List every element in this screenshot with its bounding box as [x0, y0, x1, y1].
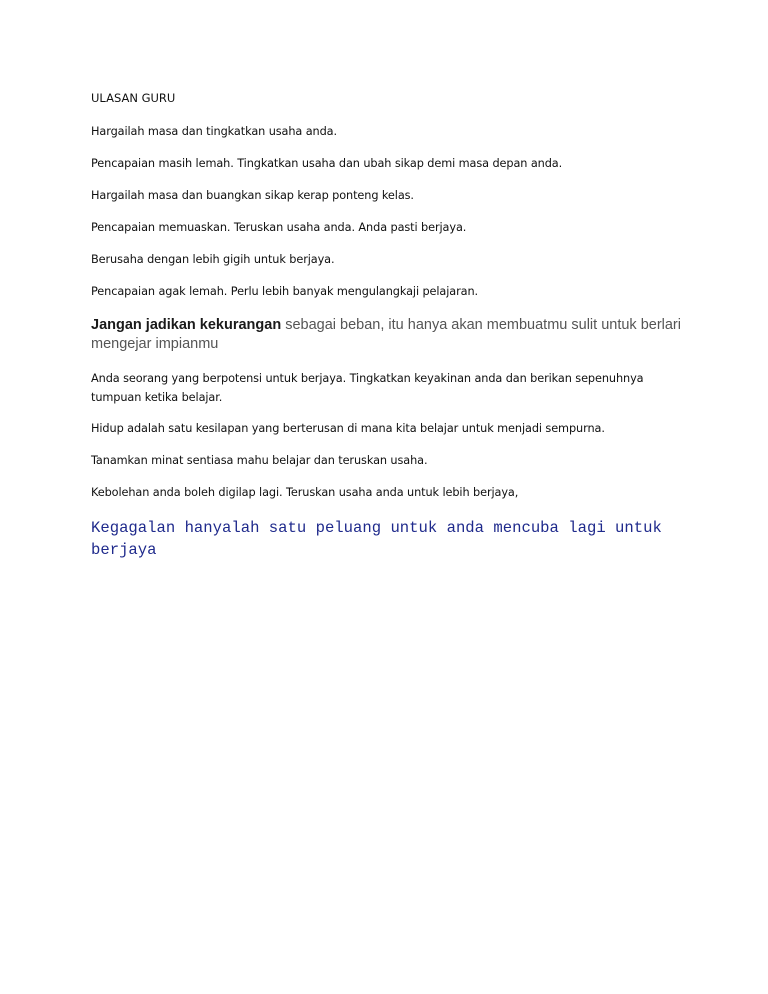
comment-10: Kebolehan anda boleh digilap lagi. Teruskan usaha anda untuk lebih berjaya, [91, 486, 519, 499]
comment-9: Tanamkan minat sentiasa mahu belajar dan teruskan usaha. [91, 454, 428, 467]
comment-7: Anda seorang yang berpotensi untuk berjaya. Tingkatkan keyakinan anda dan berikan sepenuhnya tumpuan ketika belajar. [91, 372, 644, 404]
comment-8: Hidup adalah satu kesilapan yang berterusan di mana kita belajar untuk menjadi sempurna. [91, 422, 605, 435]
comment-3: Hargailah masa dan buangkan sikap kerap ponteng kelas. [91, 189, 414, 202]
comment-2: Pencapaian masih lemah. Tingkatkan usaha dan ubah sikap demi masa depan anda. [91, 157, 563, 170]
comment-5: Berusaha dengan lebih gigih untuk berjaya. [91, 253, 335, 266]
comment-1: Hargailah masa dan tingkatkan usaha anda. [91, 125, 337, 138]
quote-rest-text: sebagai beban, itu hanya akan membuatmu sulit untuk berlari mengejar impianmu [91, 317, 681, 352]
document-body [91, 90, 681, 561]
quote-paragraph [91, 316, 681, 354]
comment-4: Pencapaian memuaskan. Teruskan usaha anda. Anda pasti berjaya. [91, 221, 467, 234]
comment-6: Pencapaian agak lemah. Perlu lebih banyak mengulangkaji pelajaran. [91, 285, 479, 298]
document-heading: ULASAN GURU [91, 91, 176, 105]
closing-message: Kegagalan hanyalah satu peluang untuk anda mencuba lagi untuk berjaya [91, 519, 662, 559]
quote-bold-text: Jangan jadikan kekurangan [91, 317, 282, 333]
